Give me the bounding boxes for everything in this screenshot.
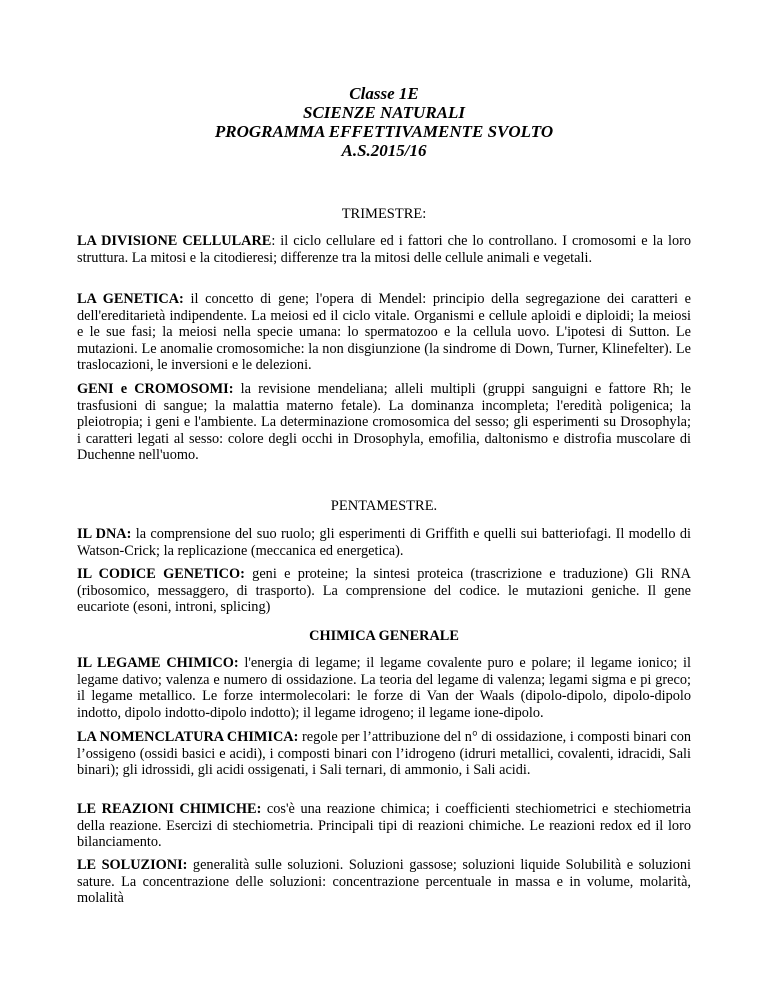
paragraph-text: la revisione mendeliana; alleli multipli (gruppi sanguigni e fattore Rh; le trasfusioni di sangue; la malattia materno fetale). La dominanza incompleta; l'eredità poligenica; la pleiotropia; i geni e l'ambiente. La determinazione cromosomica del sesso; gli esperimenti su Drosophyla; i caratteri legati al sesso: colore degli occhi in Drosophyla, emofilia, daltonismo e distrofia muscolare di Duchenne nell'uomo.: [77, 381, 691, 464]
paragraph-heading: IL CODICE GENETICO:: [77, 566, 245, 582]
document-title: [0, 84, 768, 160]
paragraph-heading: LE REAZIONI CHIMICHE:: [77, 801, 262, 817]
paragraph-dna: [77, 526, 691, 559]
paragraph-nomenclatura: [77, 729, 691, 779]
paragraph-text: la comprensione del suo ruolo; gli esperimenti di Griffith e quelli sui batteriofagi. Il modello di Watson-Crick; la replicazione (meccanica ed energetica).: [77, 526, 691, 559]
paragraph-text: il concetto di gene; l'opera di Mendel: principio della segregazione dei caratteri e dell'ereditarietà indipendente. La meiosi ed il ciclo vitale. Organismi e cellule aploidi e diploidi; la meiosi e le sue fasi; la meiosi nella specie umana: lo spermatozoo e la cellula uovo. L'ipotesi di Sutton. Le mutazioni. Le anomalie cromosomiche: la non disgiunzione (la sindrome di Down, Turner, Klinefelter). Le traslocazioni, le inversioni e le delezioni.: [77, 291, 691, 374]
paragraph-text: generalità sulle soluzioni. Soluzioni gassose; soluzioni liquide Solubilità e soluzioni sature. La concentrazione delle soluzioni: concentrazione percentuale in massa e in volume, molarità, molalità: [77, 857, 691, 907]
paragraph-heading: IL DNA:: [77, 526, 132, 542]
paragraph-heading: GENI e CROMOSOMI:: [77, 381, 234, 397]
paragraph-divisione-cellulare: [77, 233, 691, 266]
section-pentamestre: PENTAMESTRE.: [330, 498, 438, 514]
paragraph-codice-genetico: [77, 566, 691, 616]
paragraph-text: geni e proteine; la sintesi proteica (trascrizione e traduzione) Gli RNA (ribosomico, messaggero, di trasporto). La comprensione del codice. le mutazioni geniche. Il gene eucariote (esoni, introni, splicing): [77, 566, 691, 616]
paragraph-heading: LA NOMENCLATURA CHIMICA:: [77, 729, 299, 745]
paragraph-heading: LA GENETICA:: [77, 291, 184, 307]
paragraph-heading: LA DIVISIONE CELLULARE: [77, 233, 272, 249]
paragraph-geni-cromosomi: [77, 381, 691, 464]
paragraph-text: cos'è una reazione chimica; i coefficienti stechiometrici e stechiometria della reazione. Esercizi di stechiometria. Principali tipi di reazioni chimiche. Le reazioni redox ed il loro bilanciamento.: [77, 801, 691, 851]
paragraph-text: l'energia di legame; il legame covalente puro e polare; il legame ionico; il legame dativo; valenza e numero di ossidazione. La teoria del legame di valenza; legami sigma e pi greco; il legame metallico. Le forze intermolecolari: le forze di Van der Waals (dipolo-dipolo, dipolo-dipolo indotto, dipolo indotto-dipolo indotto); il legame idrogeno; il legame ione-dipolo.: [77, 655, 692, 721]
class-label: Classe 1E: [349, 84, 419, 103]
paragraph-heading: IL LEGAME CHIMICO:: [77, 655, 239, 671]
paragraph-reazioni-chimiche: [77, 801, 691, 851]
section-trimestre: TRIMESTRE:: [341, 206, 427, 222]
paragraph-soluzioni: [77, 857, 691, 907]
section-chimica-generale: CHIMICA GENERALE: [309, 628, 459, 644]
paragraph-text: : il ciclo cellulare ed i fattori che lo controllano. I cromosomi e la loro struttura. La mitosi e la citodieresi; differenze tra la mitosi delle cellule animali e vegetali.: [77, 233, 691, 266]
paragraph-heading: LE SOLUZIONI:: [77, 857, 188, 873]
program-label: PROGRAMMA EFFETTIVAMENTE SVOLTO: [214, 122, 554, 141]
paragraph-legame-chimico: [77, 655, 691, 721]
paragraph-genetica: [77, 291, 691, 374]
school-year-label: A.S.2015/16: [341, 141, 427, 160]
paragraph-text: regole per l’attribuzione del n° di ossidazione, i composti binari con l’ossigeno (ossidi basici e acidi), i composti binari con l’idrogeno (idruri metallici, covalenti, idracidi, Sali binari); gli idrossidi, gli acidi ossigenati, i Sali ternari, di ammonio, i Sali acidi.: [77, 729, 692, 779]
subject-label: SCIENZE NATURALI: [302, 103, 465, 122]
